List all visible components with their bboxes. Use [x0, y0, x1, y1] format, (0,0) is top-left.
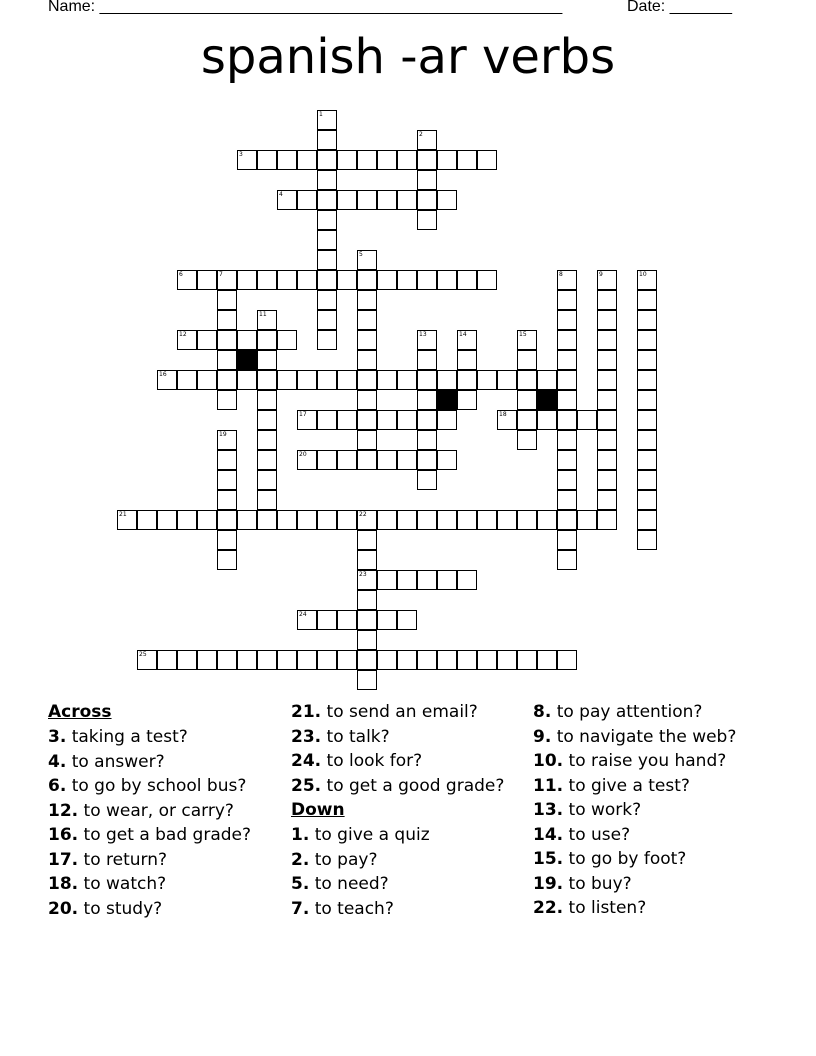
grid-cell[interactable] [357, 390, 377, 410]
grid-cell[interactable] [237, 270, 257, 290]
grid-cell[interactable] [557, 290, 577, 310]
grid-cell[interactable] [517, 390, 537, 410]
grid-cell[interactable] [597, 350, 617, 370]
grid-cell[interactable] [637, 490, 657, 510]
grid-cell[interactable] [477, 150, 497, 170]
grid-cell[interactable] [517, 430, 537, 450]
grid-cell[interactable] [397, 610, 417, 630]
grid-cell[interactable] [597, 450, 617, 470]
grid-cell[interactable] [277, 370, 297, 390]
down-clue: 19. to buy? [533, 873, 632, 894]
grid-cell[interactable] [557, 310, 577, 330]
grid-cell[interactable] [557, 530, 577, 550]
grid-cell[interactable] [357, 630, 377, 650]
clue-number: 24 [299, 611, 307, 618]
grid-cell[interactable] [517, 650, 537, 670]
grid-cell[interactable] [237, 650, 257, 670]
clue-number: 19 [219, 431, 227, 438]
grid-cell[interactable] [597, 390, 617, 410]
grid-cell[interactable] [257, 490, 277, 510]
grid-cell[interactable] [557, 450, 577, 470]
grid-cell[interactable] [317, 410, 337, 430]
clue-number: 1 [319, 111, 323, 118]
clue-number: 2 [419, 131, 423, 138]
grid-cell[interactable] [477, 510, 497, 530]
grid-cell[interactable] [357, 310, 377, 330]
grid-cell[interactable] [597, 490, 617, 510]
down-clue: 7. to teach? [291, 898, 394, 919]
date-line: Date: _______ [627, 0, 732, 15]
grid-cell[interactable] [157, 510, 177, 530]
clue-number: 15 [519, 331, 527, 338]
across-clue: 17. to return? [48, 849, 168, 870]
grid-cell[interactable] [357, 330, 377, 350]
grid-cell[interactable] [257, 430, 277, 450]
grid-cell[interactable] [257, 270, 277, 290]
grid-cell[interactable] [557, 470, 577, 490]
grid-cell[interactable] [637, 310, 657, 330]
grid-cell[interactable] [637, 430, 657, 450]
grid-cell[interactable] [597, 310, 617, 330]
grid-cell[interactable] [317, 290, 337, 310]
grid-cell[interactable] [197, 510, 217, 530]
grid-cell[interactable] [517, 510, 537, 530]
grid-cell[interactable] [157, 650, 177, 670]
grid-cell[interactable] [257, 450, 277, 470]
grid-cell[interactable] [397, 450, 417, 470]
grid-cell[interactable] [357, 550, 377, 570]
grid-cell[interactable] [417, 370, 437, 390]
grid-cell[interactable] [417, 390, 437, 410]
grid-cell[interactable] [457, 650, 477, 670]
grid-cell[interactable] [557, 550, 577, 570]
grid-cell[interactable] [637, 330, 657, 350]
grid-cell[interactable] [257, 410, 277, 430]
grid-cell[interactable] [417, 450, 437, 470]
down-clue: 5. to need? [291, 874, 389, 894]
grid-cell[interactable] [377, 650, 397, 670]
grid-cell[interactable] [317, 230, 337, 250]
grid-cell[interactable] [217, 370, 237, 390]
down-clue: 2. to pay? [291, 849, 378, 870]
grid-cell[interactable] [337, 370, 357, 390]
grid-cell[interactable] [317, 370, 337, 390]
across-heading: Across [48, 702, 112, 722]
clue-number: 6 [179, 271, 183, 278]
grid-cell[interactable] [437, 270, 457, 290]
grid-cell[interactable] [297, 650, 317, 670]
grid-cell[interactable] [377, 450, 397, 470]
grid-cell[interactable] [357, 430, 377, 450]
down-clue: 13. to work? [533, 800, 642, 820]
grid-cell[interactable] [397, 570, 417, 590]
grid-cell[interactable] [397, 510, 417, 530]
across-clue: 4. to answer? [48, 751, 165, 772]
grid-cell[interactable] [397, 150, 417, 170]
across-clue: 12. to wear, or carry? [48, 800, 234, 821]
grid-cell[interactable] [577, 410, 597, 430]
grid-cell[interactable] [357, 650, 377, 670]
clue-number: 5 [359, 251, 363, 258]
grid-cell[interactable] [537, 510, 557, 530]
down-clue: 8. to pay attention? [533, 702, 703, 722]
grid-cell[interactable] [257, 510, 277, 530]
grid-cell[interactable] [557, 390, 577, 410]
clue-number: 10 [639, 271, 647, 278]
grid-cell[interactable] [477, 650, 497, 670]
grid-cell[interactable] [337, 410, 357, 430]
grid-cell[interactable] [357, 410, 377, 430]
across-clue: 3. taking a test? [48, 727, 188, 747]
grid-cell[interactable] [417, 150, 437, 170]
grid-cell[interactable] [597, 330, 617, 350]
grid-cell[interactable] [217, 490, 237, 510]
grid-cell[interactable] [397, 410, 417, 430]
grid-cell[interactable] [417, 470, 437, 490]
grid-cell[interactable] [297, 270, 317, 290]
clue-number: 18 [499, 411, 507, 418]
grid-cell[interactable] [417, 430, 437, 450]
down-heading: Down [291, 800, 345, 820]
clue-number: 23 [359, 571, 367, 578]
grid-cell[interactable] [637, 410, 657, 430]
clue-number: 14 [459, 331, 467, 338]
grid-cell[interactable] [277, 150, 297, 170]
grid-cell[interactable] [257, 390, 277, 410]
grid-cell[interactable] [597, 470, 617, 490]
clue-column-1 [48, 702, 278, 923]
grid-cell[interactable] [637, 470, 657, 490]
grid-cell[interactable] [417, 210, 437, 230]
grid-cell[interactable] [417, 190, 437, 210]
grid-cell[interactable] [357, 350, 377, 370]
down-clue: 15. to go by foot? [533, 849, 687, 869]
grid-cell[interactable] [457, 390, 477, 410]
across-clue: 6. to go by school bus? [48, 776, 247, 796]
page-title: spanish -ar verbs [200, 29, 616, 85]
grid-block [237, 350, 257, 370]
grid-cell[interactable] [557, 430, 577, 450]
grid-cell[interactable] [337, 610, 357, 630]
grid-cell[interactable] [377, 510, 397, 530]
grid-cell[interactable] [317, 310, 337, 330]
grid-cell[interactable] [497, 370, 517, 390]
grid-cell[interactable] [377, 610, 397, 630]
clue-number: 17 [299, 411, 307, 418]
grid-cell[interactable] [337, 190, 357, 210]
grid-cell[interactable] [557, 370, 577, 390]
across-clue: 23. to talk? [291, 726, 390, 747]
grid-cell[interactable] [437, 370, 457, 390]
grid-cell[interactable] [597, 510, 617, 530]
grid-cell[interactable] [257, 650, 277, 670]
grid-cell[interactable] [557, 350, 577, 370]
grid-cell[interactable] [377, 190, 397, 210]
grid-cell[interactable] [577, 510, 597, 530]
clue-number: 20 [299, 451, 307, 458]
across-clue: 25. to get a good grade? [291, 775, 505, 796]
grid-cell[interactable] [597, 290, 617, 310]
grid-cell[interactable] [597, 410, 617, 430]
grid-cell[interactable] [177, 650, 197, 670]
grid-cell[interactable] [217, 310, 237, 330]
grid-cell[interactable] [297, 190, 317, 210]
clue-number: 13 [419, 331, 427, 338]
grid-cell[interactable] [317, 130, 337, 150]
grid-cell[interactable] [337, 450, 357, 470]
grid-cell[interactable] [637, 450, 657, 470]
grid-cell[interactable] [497, 510, 517, 530]
clue-column-3 [533, 702, 783, 923]
grid-cell[interactable] [597, 430, 617, 450]
down-clue: 1. to give a quiz [291, 825, 430, 845]
grid-cell[interactable] [517, 350, 537, 370]
down-clue: 11. to give a test? [533, 775, 690, 796]
grid-cell[interactable] [417, 410, 437, 430]
grid-cell[interactable] [217, 350, 237, 370]
grid-cell[interactable] [477, 370, 497, 390]
grid-cell[interactable] [377, 150, 397, 170]
grid-cell[interactable] [297, 150, 317, 170]
grid-cell[interactable] [417, 270, 437, 290]
grid-cell[interactable] [557, 490, 577, 510]
grid-cell[interactable] [257, 370, 277, 390]
grid-cell[interactable] [217, 470, 237, 490]
grid-cell[interactable] [557, 650, 577, 670]
grid-cell[interactable] [197, 370, 217, 390]
across-clue: 21. to send an email? [291, 702, 478, 722]
grid-block [537, 390, 557, 410]
grid-cell[interactable] [637, 370, 657, 390]
clue-number: 8 [559, 271, 563, 278]
grid-cell[interactable] [137, 510, 157, 530]
grid-cell[interactable] [417, 350, 437, 370]
grid-cell[interactable] [417, 650, 437, 670]
grid-cell[interactable] [397, 270, 417, 290]
grid-cell[interactable] [457, 270, 477, 290]
grid-cell[interactable] [237, 330, 257, 350]
clue-column-2 [291, 702, 521, 923]
grid-cell[interactable] [477, 270, 497, 290]
grid-cell[interactable] [417, 570, 437, 590]
across-clue: 24. to look for? [291, 751, 423, 771]
grid-cell[interactable] [537, 650, 557, 670]
grid-cell[interactable] [237, 510, 257, 530]
down-clue: 22. to listen? [533, 898, 647, 918]
grid-cell[interactable] [177, 370, 197, 390]
grid-cell[interactable] [397, 370, 417, 390]
grid-cell[interactable] [277, 330, 297, 350]
grid-cell[interactable] [357, 590, 377, 610]
grid-cell[interactable] [197, 330, 217, 350]
grid-cell[interactable] [437, 650, 457, 670]
grid-cell[interactable] [357, 270, 377, 290]
across-clue: 16. to get a bad grade? [48, 825, 252, 845]
grid-cell[interactable] [597, 370, 617, 390]
grid-cell[interactable] [337, 150, 357, 170]
grid-cell[interactable] [437, 570, 457, 590]
clue-number: 16 [159, 371, 167, 378]
grid-cell[interactable] [197, 270, 217, 290]
grid-cell[interactable] [357, 150, 377, 170]
grid-cell[interactable] [357, 290, 377, 310]
grid-cell[interactable] [317, 270, 337, 290]
grid-cell[interactable] [437, 450, 457, 470]
grid-cell[interactable] [437, 410, 457, 430]
grid-cell[interactable] [317, 450, 337, 470]
clue-number: 11 [259, 311, 267, 318]
grid-cell[interactable] [557, 330, 577, 350]
name-line: Name: ____________________________________________________ [48, 0, 563, 15]
grid-cell[interactable] [317, 210, 337, 230]
grid-cell[interactable] [357, 670, 377, 690]
down-clue: 9. to navigate the web? [533, 726, 737, 747]
grid-cell[interactable] [277, 270, 297, 290]
grid-cell[interactable] [497, 650, 517, 670]
grid-cell[interactable] [317, 150, 337, 170]
grid-cell[interactable] [557, 410, 577, 430]
clue-number: 7 [219, 271, 223, 278]
grid-cell[interactable] [217, 650, 237, 670]
grid-cell[interactable] [277, 510, 297, 530]
grid-cell[interactable] [417, 510, 437, 530]
grid-cell[interactable] [357, 450, 377, 470]
grid-cell[interactable] [457, 350, 477, 370]
grid-cell[interactable] [357, 530, 377, 550]
grid-cell[interactable] [537, 410, 557, 430]
across-clue: 20. to study? [48, 898, 163, 919]
grid-cell[interactable] [317, 330, 337, 350]
grid-cell[interactable] [637, 350, 657, 370]
grid-cell[interactable] [337, 270, 357, 290]
grid-cell[interactable] [317, 510, 337, 530]
down-clue: 14. to use? [533, 824, 631, 845]
grid-cell[interactable] [297, 510, 317, 530]
grid-cell[interactable] [317, 170, 337, 190]
grid-cell[interactable] [217, 330, 237, 350]
clue-number: 4 [279, 191, 283, 198]
grid-cell[interactable] [317, 650, 337, 670]
grid-cell[interactable] [517, 370, 537, 390]
grid-cell[interactable] [537, 370, 557, 390]
grid-cell[interactable] [297, 370, 317, 390]
clue-number: 9 [599, 271, 603, 278]
grid-cell[interactable] [377, 410, 397, 430]
grid-cell[interactable] [397, 650, 417, 670]
grid-cell[interactable] [437, 190, 457, 210]
grid-cell[interactable] [437, 510, 457, 530]
grid-cell[interactable] [377, 270, 397, 290]
grid-cell[interactable] [457, 370, 477, 390]
grid-block [437, 390, 457, 410]
grid-cell[interactable] [257, 150, 277, 170]
grid-cell[interactable] [257, 350, 277, 370]
grid-cell[interactable] [277, 650, 297, 670]
grid-cell[interactable] [337, 650, 357, 670]
clue-number: 25 [139, 651, 147, 658]
clue-number: 3 [239, 151, 243, 158]
grid-cell[interactable] [317, 610, 337, 630]
clue-number: 12 [179, 331, 187, 338]
grid-cell[interactable] [337, 510, 357, 530]
down-clue: 10. to raise you hand? [533, 751, 727, 771]
grid-cell[interactable] [237, 370, 257, 390]
clue-number: 22 [359, 511, 367, 518]
grid-cell[interactable] [637, 290, 657, 310]
grid-cell[interactable] [357, 370, 377, 390]
grid-cell[interactable] [317, 190, 337, 210]
grid-cell[interactable] [457, 510, 477, 530]
clue-number: 21 [119, 511, 127, 518]
across-clue: 18. to watch? [48, 874, 167, 894]
grid-cell[interactable] [557, 510, 577, 530]
grid-cell[interactable] [217, 530, 237, 550]
grid-cell[interactable] [257, 330, 277, 350]
grid-cell[interactable] [637, 510, 657, 530]
grid-cell[interactable] [457, 150, 477, 170]
grid-cell[interactable] [217, 290, 237, 310]
grid-cell[interactable] [257, 470, 277, 490]
grid-cell[interactable] [637, 390, 657, 410]
grid-cell[interactable] [317, 250, 337, 270]
grid-cell[interactable] [457, 570, 477, 590]
grid-cell[interactable] [217, 510, 237, 530]
grid-cell[interactable] [437, 150, 457, 170]
grid-cell[interactable] [217, 390, 237, 410]
grid-cell[interactable] [417, 170, 437, 190]
grid-cell[interactable] [397, 190, 417, 210]
grid-cell[interactable] [177, 510, 197, 530]
grid-cell[interactable] [517, 410, 537, 430]
grid-cell[interactable] [217, 550, 237, 570]
grid-cell[interactable] [637, 530, 657, 550]
grid-cell[interactable] [357, 190, 377, 210]
grid-cell[interactable] [197, 650, 217, 670]
grid-cell[interactable] [377, 370, 397, 390]
grid-cell[interactable] [217, 450, 237, 470]
grid-cell[interactable] [357, 610, 377, 630]
grid-cell[interactable] [377, 570, 397, 590]
